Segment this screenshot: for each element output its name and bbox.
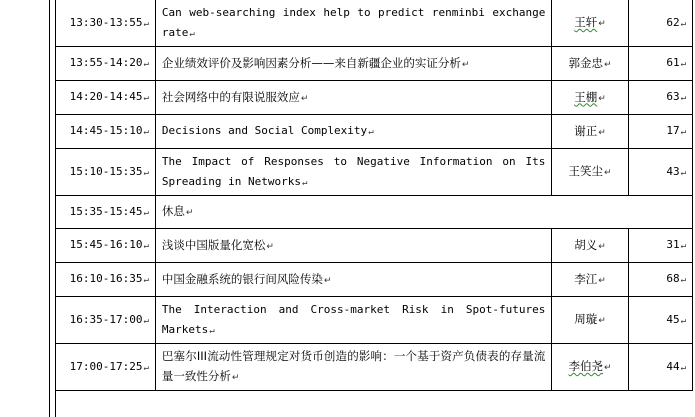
title-cell [155, 229, 551, 263]
paragraph-mark-icon: ↵ [143, 127, 149, 137]
time-text: 14:20-14:45 [69, 90, 143, 103]
table-row [56, 81, 693, 115]
score-text: 43 [666, 164, 680, 178]
score-cell [628, 149, 692, 196]
paragraph-mark-icon: ↵ [266, 241, 274, 252]
time-cell [56, 81, 156, 115]
speaker-cell [552, 297, 628, 344]
table-row [56, 47, 693, 81]
paragraph-mark-icon: ↵ [143, 241, 149, 251]
score-cell [628, 81, 692, 115]
title-cell [155, 115, 551, 149]
paragraph-mark-icon: ↵ [143, 362, 149, 373]
speaker-text: 周璇 [574, 312, 598, 326]
paragraph-mark-icon: ↵ [680, 59, 686, 69]
paragraph-mark-icon: ↵ [604, 363, 612, 373]
title-cell [155, 263, 551, 297]
speaker-cell [552, 47, 628, 81]
paragraph-mark-icon: ↵ [680, 167, 686, 178]
time-text: 15:45-16:10 [69, 238, 143, 251]
paragraph-mark-icon: ↵ [189, 28, 195, 39]
speaker-text: 王轩 [574, 15, 598, 29]
break-label-cell [155, 196, 692, 229]
score-text: 31 [666, 238, 680, 251]
paragraph-mark-icon: ↵ [680, 18, 686, 29]
title-text: Can web-searching index help to predict renminbi exchange rate [161, 5, 546, 39]
break-label: 休息 [161, 204, 185, 218]
score-text: 17 [666, 124, 680, 137]
paragraph-mark-icon: ↵ [185, 208, 194, 218]
paragraph-mark-icon: ↵ [209, 325, 215, 336]
time-text: 16:35-17:00 [69, 312, 143, 326]
paragraph-mark-icon: ↵ [598, 93, 606, 104]
time-cell [56, 149, 156, 196]
score-text: 61 [666, 56, 680, 69]
score-cell [628, 297, 692, 344]
score-cell [628, 263, 692, 297]
paragraph-mark-icon: ↵ [680, 315, 686, 326]
paragraph-mark-icon: ↵ [143, 207, 149, 218]
title-text: 浅谈中国版量化宽松 [161, 237, 266, 252]
title-cell [155, 344, 551, 391]
title-text: 中国金融系统的银行间风险传染 [161, 271, 323, 286]
score-text: 62 [666, 15, 680, 29]
title-text: 社会网络中的有限说服效应 [161, 89, 300, 104]
speaker-cell [552, 263, 628, 297]
left-margin-column [0, 0, 56, 417]
schedule-table [55, 0, 693, 391]
time-text: 13:55-14:20 [69, 56, 143, 69]
title-text: 企业绩效评价及影响因素分析——来自新疆企业的实证分析 [161, 55, 461, 70]
table-row [56, 263, 693, 297]
time-cell [56, 115, 156, 149]
table-row [56, 229, 693, 263]
score-text: 45 [666, 312, 680, 326]
paragraph-mark-icon: ↵ [368, 127, 374, 137]
break-row [56, 196, 693, 229]
table-row [56, 115, 693, 149]
schedule-body [56, 0, 693, 391]
time-text: 13:30-13:55 [69, 15, 143, 29]
paragraph-mark-icon: ↵ [598, 316, 606, 326]
time-cell [56, 196, 156, 229]
paragraph-mark-icon: ↵ [323, 275, 332, 286]
time-cell [56, 297, 156, 344]
time-text: 14:45-15:10 [69, 124, 143, 137]
time-text: 15:10-15:35 [69, 164, 143, 178]
score-cell [628, 229, 692, 263]
paragraph-mark-icon: ↵ [143, 18, 149, 29]
speaker-text: 李江 [574, 271, 598, 286]
paragraph-mark-icon: ↵ [598, 241, 606, 252]
paragraph-mark-icon: ↵ [680, 127, 686, 137]
time-text: 16:10-16:35 [69, 272, 143, 285]
speaker-cell [552, 344, 628, 391]
title-text: Decisions and Social Complexity [161, 124, 368, 137]
paragraph-mark-icon: ↵ [598, 275, 606, 286]
paragraph-mark-icon: ↵ [143, 93, 149, 103]
score-text: 44 [666, 359, 680, 373]
speaker-text: 李伯尧 [568, 359, 604, 373]
paragraph-mark-icon: ↵ [301, 177, 308, 188]
paragraph-mark-icon: ↵ [604, 168, 612, 178]
score-text: 68 [666, 272, 680, 285]
title-text: The Impact of Responses to Negative Information on Its Spreading in Networks [161, 154, 546, 188]
speaker-cell [552, 0, 628, 47]
speaker-cell [552, 149, 628, 196]
title-cell [155, 47, 551, 81]
title-cell [155, 81, 551, 115]
table-row [56, 344, 693, 391]
speaker-text: 胡义 [574, 237, 598, 252]
speaker-text: 王笑尘 [568, 164, 604, 178]
title-cell [155, 0, 551, 47]
paragraph-mark-icon: ↵ [143, 59, 149, 69]
title-text: 巴塞尔III流动性管理规定对货币创造的影响：一个基于资产负债表的存量流量一致性分析 [161, 349, 546, 383]
table-row [56, 0, 693, 47]
time-cell [56, 0, 156, 47]
paragraph-mark-icon: ↵ [680, 241, 686, 251]
paragraph-mark-icon: ↵ [231, 373, 240, 383]
table-row [56, 149, 693, 196]
speaker-cell [552, 229, 628, 263]
time-cell [56, 263, 156, 297]
paragraph-mark-icon: ↵ [598, 127, 606, 138]
score-cell [628, 47, 692, 81]
paragraph-mark-icon: ↵ [604, 59, 612, 70]
speaker-cell [552, 115, 628, 149]
time-cell [56, 229, 156, 263]
speaker-cell [552, 81, 628, 115]
time-cell [56, 344, 156, 391]
paragraph-mark-icon: ↵ [143, 315, 149, 326]
speaker-text: 王棚 [574, 89, 598, 104]
title-cell [155, 297, 551, 344]
paragraph-mark-icon: ↵ [680, 275, 686, 285]
table-row [56, 297, 693, 344]
paragraph-mark-icon: ↵ [680, 93, 686, 103]
score-cell [628, 344, 692, 391]
paragraph-mark-icon: ↵ [598, 19, 606, 29]
paragraph-mark-icon: ↵ [680, 362, 686, 373]
paragraph-mark-icon: ↵ [143, 167, 149, 178]
score-cell [628, 0, 692, 47]
paragraph-mark-icon: ↵ [143, 275, 149, 285]
paragraph-mark-icon: ↵ [461, 59, 470, 70]
speaker-text: 郭金忠 [568, 55, 604, 70]
title-text: The Interaction and Cross-market Risk in Spot-futures Markets [161, 302, 546, 336]
time-text: 15:35-15:45 [69, 204, 143, 218]
score-text: 63 [666, 90, 680, 103]
score-cell [628, 115, 692, 149]
paragraph-mark-icon: ↵ [300, 93, 309, 104]
time-text: 17:00-17:25 [69, 359, 143, 373]
title-cell [155, 149, 551, 196]
speaker-text: 谢正 [574, 123, 598, 138]
time-cell [56, 47, 156, 81]
